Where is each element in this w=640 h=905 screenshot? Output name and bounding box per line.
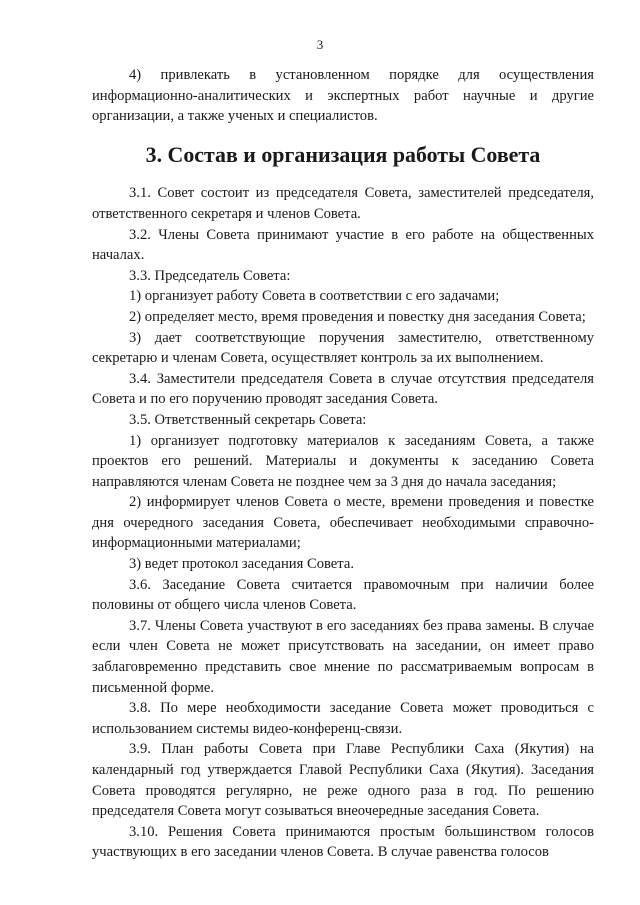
page-number: 3 [316, 37, 324, 52]
paragraph-3-3-item-1: 1) организует работу Совета в соответствии с его задачами; [129, 288, 500, 305]
paragraph-3-10: 3.10. Решения Совета принимаются простым большинством голосов участвующих в его заседании членов Совета. В случае равенства голосов [92, 823, 594, 861]
intro-paragraph: 4) привлекать в установленном порядке для осуществления информационно-аналитических и экспертных работ научные и другие организации, а также ученых и специалистов. [92, 67, 594, 125]
paragraph-3-7: 3.7. Члены Совета участвуют в его заседаниях без права замены. В случае если член Совета не может присутствовать на заседании, он имеет право заблаговременно представить свое мнение по рассматриваемым вопросам в письменной форме. [92, 617, 594, 696]
paragraph-3-3: 3.3. Председатель Совета: [129, 267, 291, 284]
document-body [92, 65, 594, 863]
paragraph-3-4: 3.4. Заместители председателя Совета в случае отсутствия председателя Совета и по его поручению проводят заседания Совета. [92, 370, 594, 408]
paragraph-3-9: 3.9. План работы Совета при Главе Республики Саха (Якутия) на календарный год утверждается Главой Республики Саха (Якутия). Заседания Совета проводятся регулярно, не реже одного раза в год. По решению председателя Совета могут созываться внеочередные заседания Совета. [92, 741, 594, 820]
paragraph-3-1: 3.1. Совет состоит из председателя Совета, заместителей председателя, ответственного секретаря и членов Совета. [92, 185, 594, 222]
section-heading: 3. Состав и организация работы Совета [145, 141, 541, 167]
paragraph-3-5-item-3: 3) ведет протокол заседания Совета. [129, 556, 354, 573]
paragraph-3-5: 3.5. Ответственный секретарь Совета: [129, 411, 367, 428]
paragraph-3-3-item-3: 3) дает соответствующие поручения заместителю, ответственному секретарю и членам Совета, осуществляет контроль за их выполнением. [92, 329, 594, 367]
paragraph-3-6: 3.6. Заседание Совета считается правомочным при наличии более половины от общего числа членов Совета. [92, 576, 594, 614]
paragraph-3-5-item-2: 2) информирует членов Совета о месте, времени проведения и повестке дня очередного заседания Совета, обеспечивает необходимыми справочно-информационными материалами; [92, 494, 594, 552]
paragraph-3-8: 3.8. По мере необходимости заседание Совета может проводиться с использованием системы видео-конференц-связи. [92, 700, 594, 737]
paragraph-3-2: 3.2. Члены Совета принимают участие в его работе на общественных началах. [92, 226, 594, 264]
paragraph-3-3-item-2: 2) определяет место, время проведения и повестку дня заседания Совета; [129, 308, 586, 325]
paragraph-3-5-item-1: 1) организует подготовку материалов к заседаниям Совета, а также проектов его решений. Материалы и документы к заседанию Совета направляются членам Совета не позднее чем за 3 дня до начала заседания; [92, 432, 594, 490]
